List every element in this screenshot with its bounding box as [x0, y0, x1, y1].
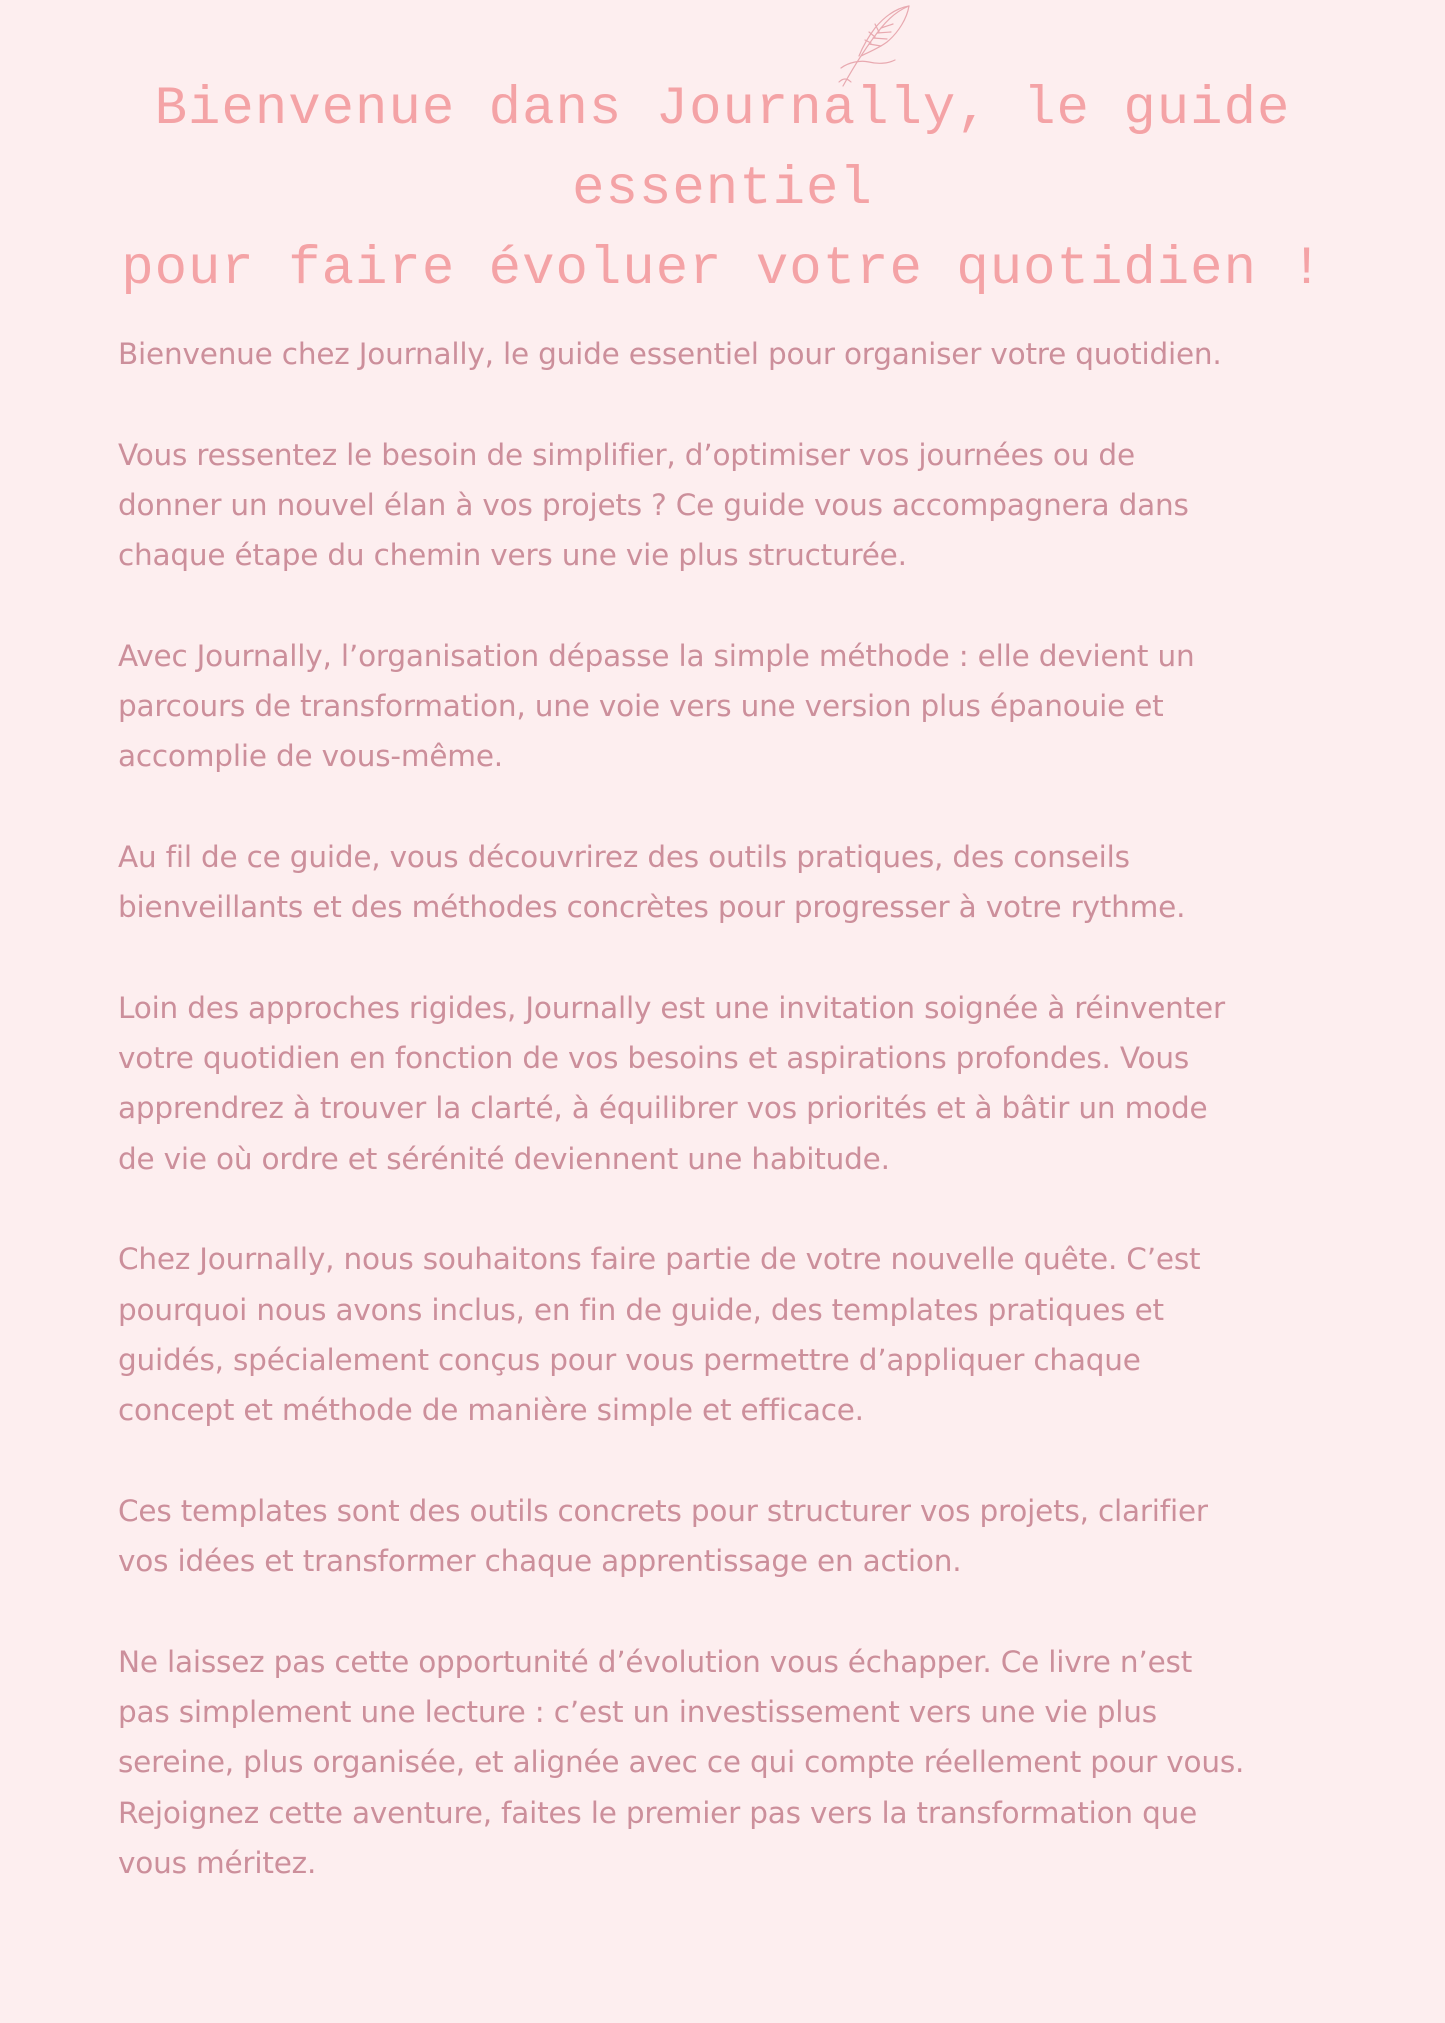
paragraph-need: Vous ressentez le besoin de simplifier, d’optimiser vos journées ou de donner un nouvel élan à vos projets ? Ce guide vous accompagnera dans chaque étape du chemin vers une vie plus structurée.	[118, 437, 1189, 573]
paragraph-guide-tools: Au fil de ce guide, vous découvrirez des outils pratiques, des conseils bienveillants et des méthodes concrètes pour progresser à votre rythme.	[118, 839, 1186, 925]
title-line-1: Bienvenue dans Journally, le guide essentiel	[154, 79, 1291, 220]
paragraph-welcome: Bienvenue chez Journally, le guide essentiel pour organiser votre quotidien.	[118, 337, 1222, 371]
paragraph-approach: Loin des approches rigides, Journally est une invitation soignée à réinventer votre quotidien en fonction de vos besoins et aspirations profondes. Vous apprendrez à trouver la clarté, à équilibrer vos priorités et à bâtir un mode de vie où ordre et sérénité deviennent une habitude.	[118, 990, 1225, 1176]
page-title	[30, 70, 1415, 310]
paragraph-call-to-action: Ne laissez pas cette opportunité d’évolution vous échapper. Ce livre n’est pas simplement une lecture : c’est un investissement vers une vie plus sereine, plus organisée, et alignée avec ce qui compte réellement pour vous. Rejoignez cette aventure, faites le premier pas vers la transformation que vous méritez.	[118, 1644, 1245, 1880]
paragraph-templates-purpose: Ces templates sont des outils concrets pour structurer vos projets, clarifier vos idées et transformer chaque apprentissage en action.	[118, 1493, 1208, 1579]
paragraph-organisation: Avec Journally, l’organisation dépasse la simple méthode : elle devient un parcours de transformation, une voie vers une version plus épanouie et accomplie de vous-même.	[118, 638, 1195, 774]
title-line-2: pour faire évoluer votre quotidien !	[121, 239, 1324, 300]
body-text	[118, 329, 1348, 1888]
paragraph-templates-intro: Chez Journally, nous souhaitons faire partie de votre nouvelle quête. C’est pourquoi nous avons inclus, en fin de guide, des templates pratiques et guidés, spécialement conçus pour vous permettre d’appliquer chaque concept et méthode de manière simple et efficace.	[118, 1242, 1201, 1428]
